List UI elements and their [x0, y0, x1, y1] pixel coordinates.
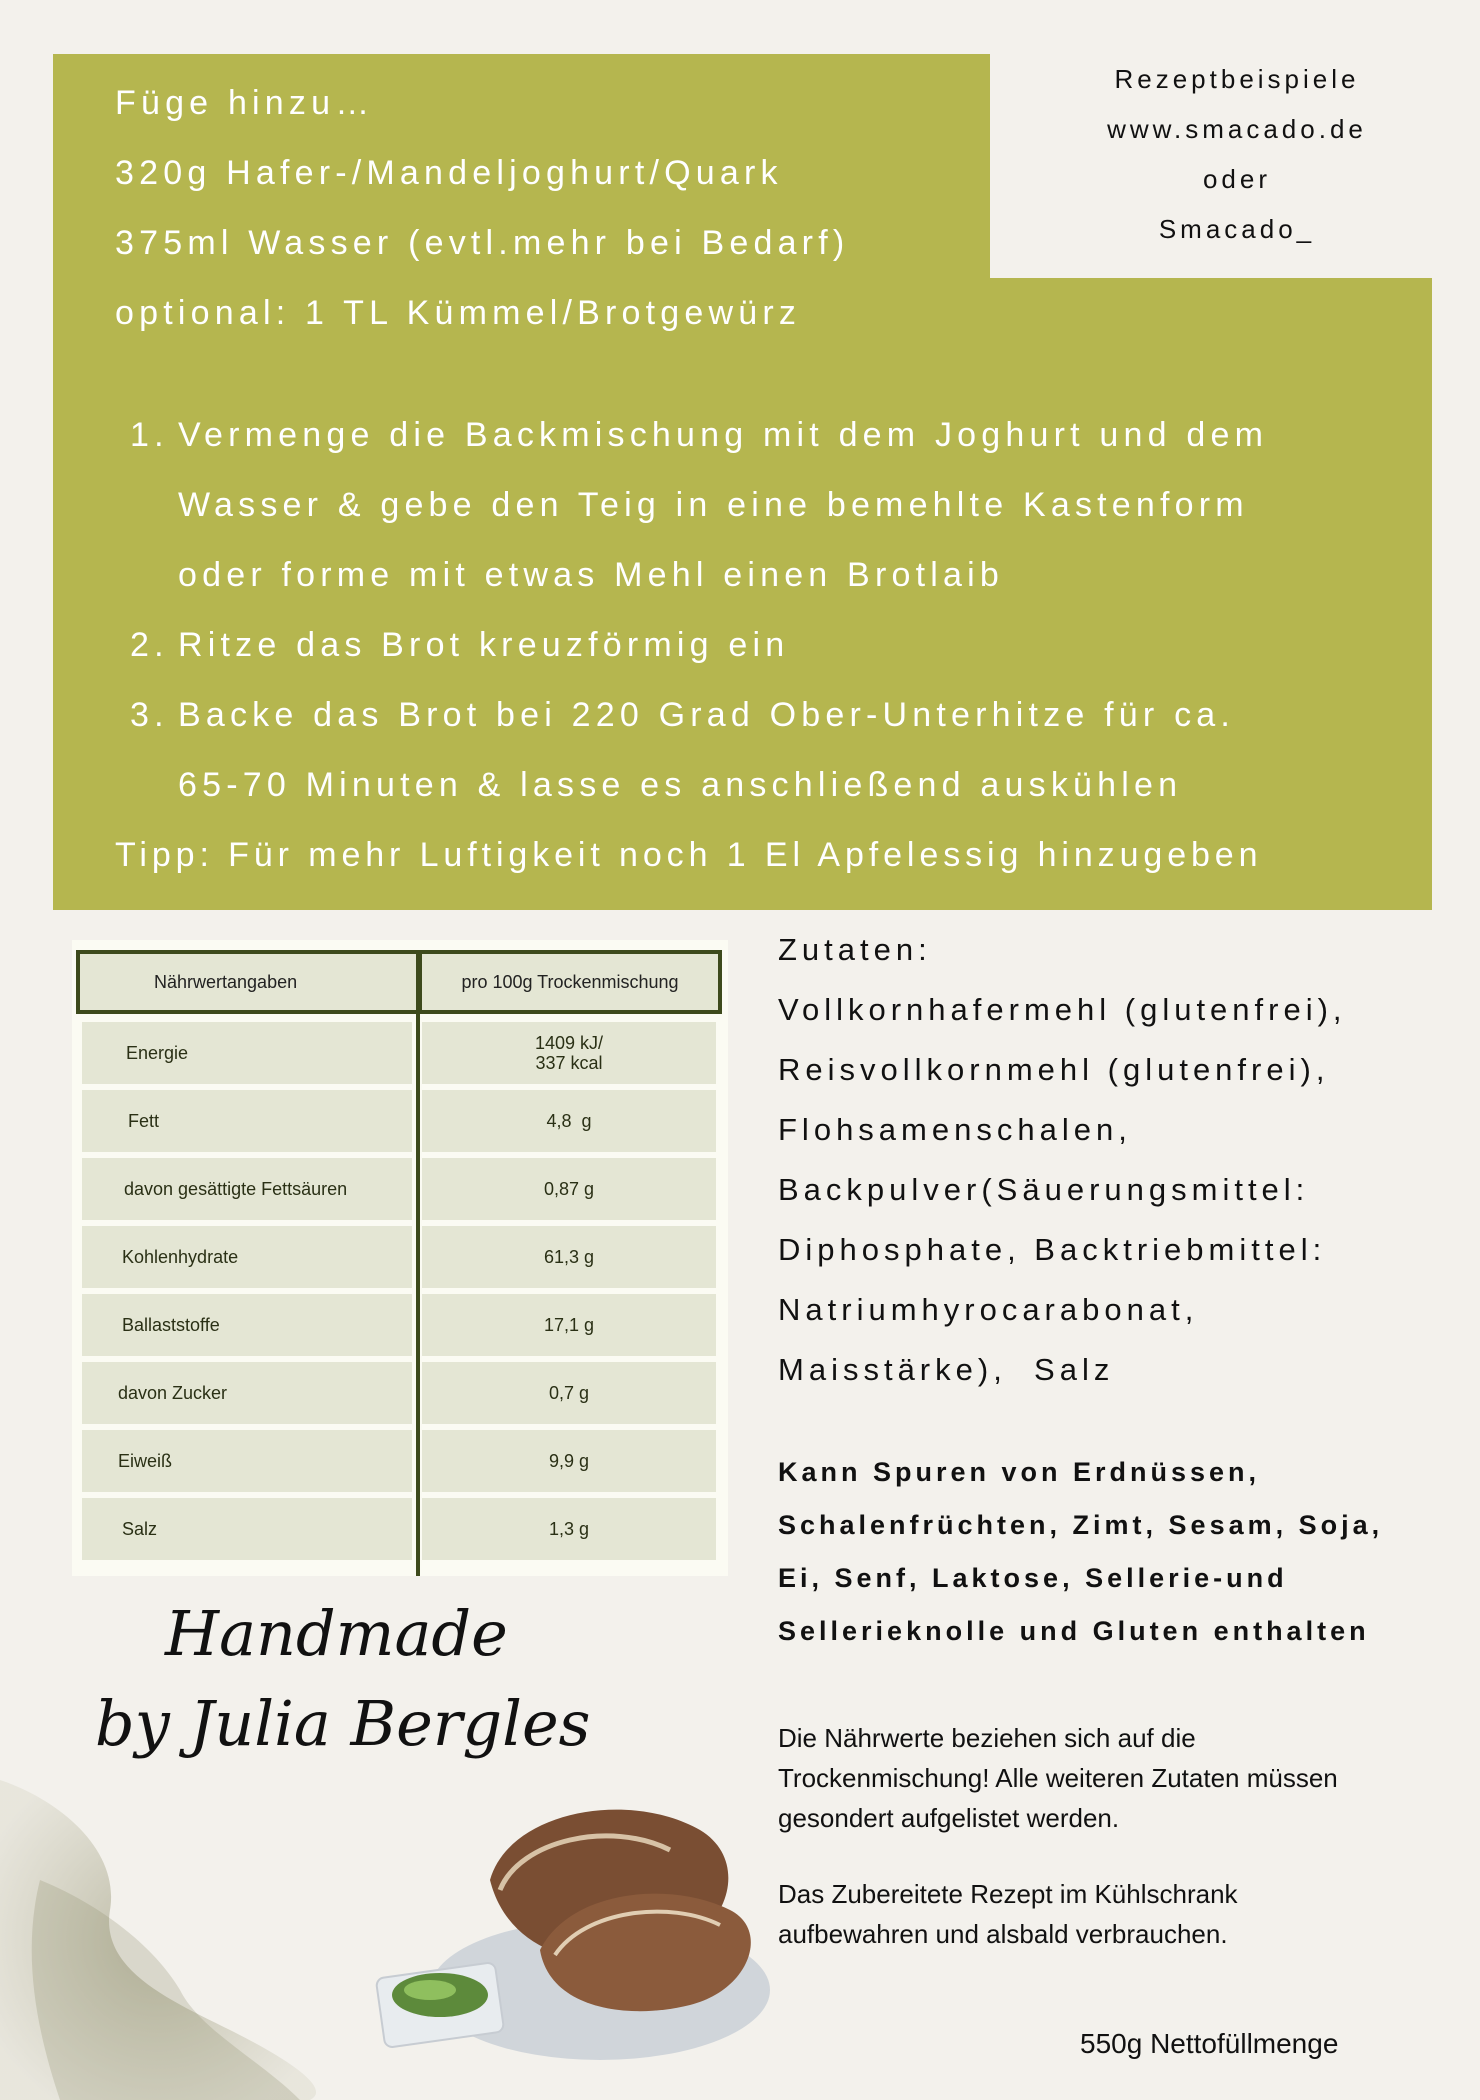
nutrition-label-sugar: davon Zucker	[82, 1362, 412, 1424]
nutrition-value-sugar: 0,7 g	[422, 1362, 716, 1424]
ingredient-line: Reisvollkornmehl (glutenfrei),	[778, 1052, 1330, 1087]
nutrition-value-protein: 9,9 g	[422, 1430, 716, 1492]
signature-line-1: Handmade	[165, 1597, 508, 1670]
note-line: Trockenmischung! Alle weiteren Zutaten müssen	[778, 1763, 1338, 1793]
ingredient-line: Flohsamenschalen,	[778, 1112, 1132, 1147]
energy-kcal: 337 kcal	[535, 1053, 603, 1073]
handwritten-signature	[95, 1580, 591, 1800]
source-line-handle: Smacado_	[1158, 214, 1316, 244]
ingredient-line: Natriumhyrocarabonat,	[778, 1292, 1199, 1327]
table-divider	[416, 950, 420, 1576]
step-3-number: 3.	[130, 696, 169, 734]
allergen-line: Kann Spuren von Erdnüssen,	[778, 1457, 1261, 1487]
nutrition-value-fiber: 17,1 g	[422, 1294, 716, 1356]
ingredients-heading: Zutaten:	[778, 932, 932, 967]
step-1-line-1: Vermenge die Backmischung mit dem Joghurt und dem	[178, 416, 1269, 454]
step-1-line-3: oder forme mit etwas Mehl einen Brotlaib	[178, 556, 1004, 594]
note-line: Die Nährwerte beziehen sich auf die	[778, 1723, 1196, 1753]
recipe-source-info	[1002, 54, 1472, 254]
step-1-line-2: Wasser & gebe den Teig in eine bemehlte Kastenform	[178, 486, 1249, 524]
nutrition-header-unit: pro 100g Trockenmischung	[418, 950, 722, 1014]
nutrition-label-salt: Salz	[82, 1498, 412, 1560]
storage-note	[778, 1874, 1238, 1954]
allergen-line: Schalenfrüchten, Zimt, Sesam, Soja,	[778, 1510, 1384, 1540]
step-3-line-1: Backe das Brot bei 220 Grad Ober-Unterhitze für ca.	[178, 696, 1236, 734]
ingredient-line: Backpulver(Säuerungsmittel:	[778, 1172, 1310, 1207]
ingredients-list	[778, 920, 1347, 1400]
step-2-number: 2.	[130, 626, 169, 664]
add-line-water: 375ml Wasser (evtl.mehr bei Bedarf)	[115, 224, 850, 262]
source-line-or: oder	[1202, 164, 1272, 194]
add-line-optional: optional: 1 TL Kümmel/Brotgewürz	[115, 294, 802, 332]
nutrition-label-fiber: Ballaststoffe	[82, 1294, 412, 1356]
nutrition-value-energy	[422, 1022, 716, 1084]
step-1-number: 1.	[130, 416, 169, 454]
step-3-line-2: 65-70 Minuten & lasse es anschließend auskühlen	[178, 766, 1183, 804]
energy-kj: 1409 kJ/	[534, 1033, 604, 1053]
nutrition-note	[778, 1718, 1338, 1838]
ingredient-line: Vollkornhafermehl (glutenfrei),	[778, 992, 1347, 1027]
nutrition-value-fat: 4,8 g	[422, 1090, 716, 1152]
allergen-line: Ei, Senf, Laktose, Sellerie-und	[778, 1563, 1288, 1593]
nutrition-header-label: Nährwertangaben	[76, 950, 422, 1014]
nutrition-label-fat: Fett	[82, 1090, 412, 1152]
step-2-line-1: Ritze das Brot kreuzförmig ein	[178, 626, 790, 664]
note-line: Das Zubereitete Rezept im Kühlschrank	[778, 1879, 1238, 1909]
add-heading: Füge hinzu…	[115, 84, 375, 122]
nutrition-label-saturated: davon gesättigte Fettsäuren	[82, 1158, 412, 1220]
nutrition-value-carbs: 61,3 g	[422, 1226, 716, 1288]
nutrition-value-salt: 1,3 g	[422, 1498, 716, 1560]
nutrition-label-carbs: Kohlenhydrate	[82, 1226, 412, 1288]
allergen-line: Sellerieknolle und Gluten enthalten	[778, 1616, 1370, 1646]
note-line: aufbewahren und alsbald verbrauchen.	[778, 1919, 1228, 1949]
ingredient-line: Maisstärke), Salz	[778, 1352, 1115, 1387]
signature-line-2: by Julia Bergles	[95, 1687, 591, 1760]
ingredient-line: Diphosphate, Backtriebmittel:	[778, 1232, 1327, 1267]
nutrition-table	[72, 940, 728, 1576]
nutrition-value-saturated: 0,87 g	[422, 1158, 716, 1220]
note-line: gesondert aufgelistet werden.	[778, 1803, 1120, 1833]
recipe-tip: Tipp: Für mehr Luftigkeit noch 1 El Apfelessig hinzugeben	[115, 836, 1263, 874]
net-weight: 550g Nettofüllmenge	[1080, 2028, 1339, 2059]
source-line-title: Rezeptbeispiele	[1114, 64, 1360, 94]
add-line-yoghurt: 320g Hafer-/Mandeljoghurt/Quark	[115, 154, 783, 192]
nutrition-label-protein: Eiweiß	[82, 1430, 412, 1492]
nutrition-label-energy: Energie	[82, 1022, 412, 1084]
allergen-warning	[778, 1446, 1383, 1658]
source-line-url: www.smacado.de	[1107, 114, 1367, 144]
